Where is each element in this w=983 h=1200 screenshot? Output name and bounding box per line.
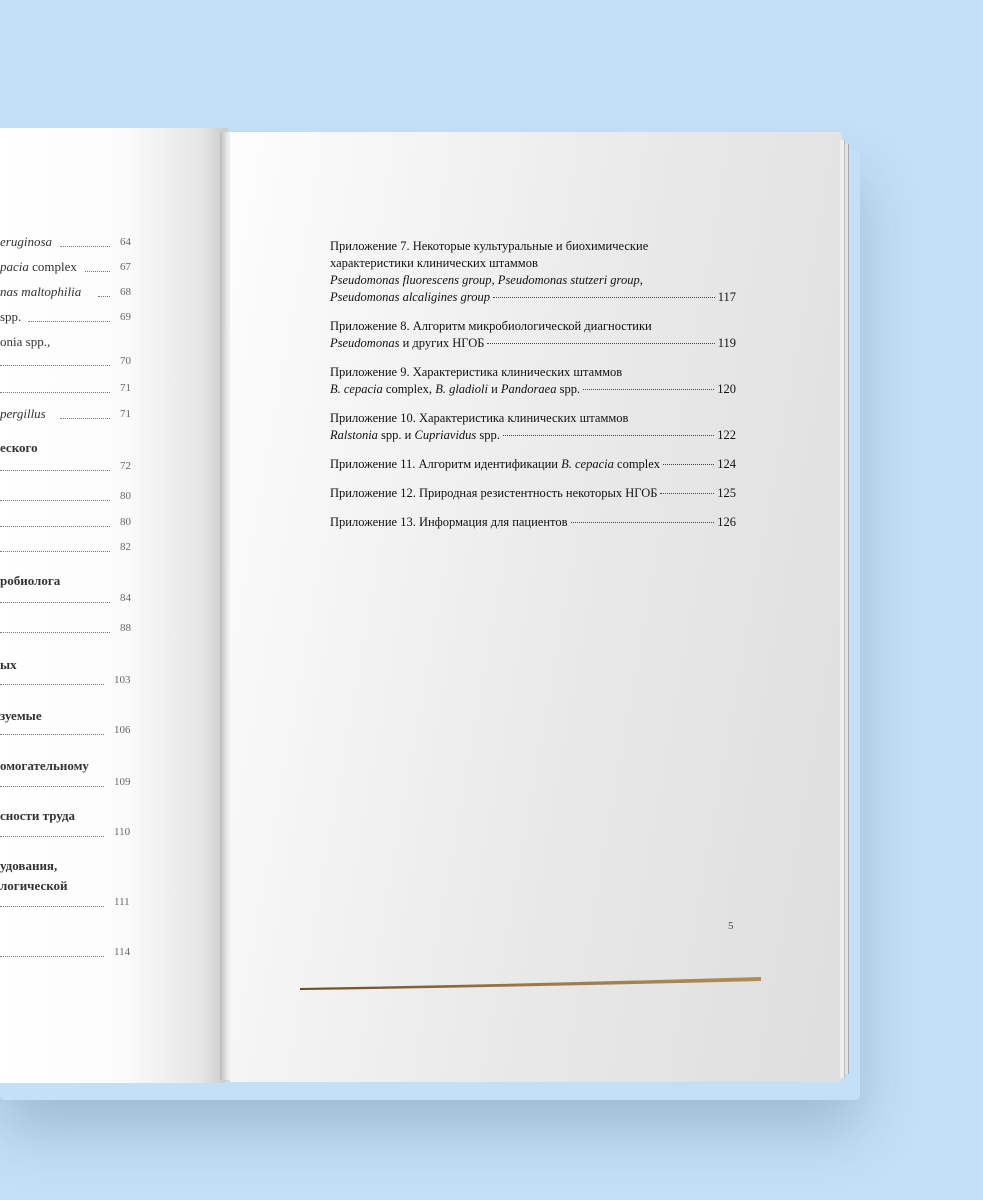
- dot-leader: [60, 418, 110, 419]
- left-toc-row: [0, 657, 220, 673]
- left-toc-text: еского: [0, 440, 38, 455]
- left-page: [0, 128, 228, 1083]
- left-toc-row: [0, 758, 220, 774]
- left-toc-row: [0, 944, 220, 960]
- toc-last-line: [330, 456, 736, 473]
- left-toc-page-number: 80: [120, 490, 131, 502]
- left-toc-page-number: 106: [114, 724, 131, 736]
- left-toc-row: [0, 722, 220, 738]
- dot-leader: [0, 786, 104, 787]
- toc-entry-appendix-10[interactable]: [330, 410, 736, 444]
- left-toc-row: [0, 672, 220, 688]
- left-toc-row: [0, 573, 220, 589]
- toc-last-line: [330, 335, 736, 352]
- dot-leader: [493, 297, 715, 298]
- dot-leader: [0, 392, 110, 393]
- left-toc-page-number: 114: [114, 946, 131, 958]
- dot-leader: [0, 526, 110, 527]
- toc-last-line: [330, 427, 736, 444]
- toc-page-number: 126: [717, 515, 736, 529]
- toc-page-number: 119: [717, 336, 736, 350]
- dot-leader: [60, 246, 110, 247]
- toc-line: Приложение 7. Некоторые культуральные и биохимические: [330, 239, 649, 253]
- toc-text: Pseudomonas alcaligines group: [330, 290, 490, 304]
- left-toc-row: [0, 406, 220, 422]
- left-toc-page-number: 69: [120, 311, 131, 323]
- toc-page-number: 120: [717, 382, 736, 396]
- toc-text: B. cepacia complex, B. gladioli и Pandoraea spp.: [330, 382, 581, 396]
- left-toc-row: [0, 808, 220, 824]
- left-toc-row: [0, 774, 220, 790]
- left-toc-text: омогательному: [0, 758, 89, 773]
- toc-last-line: [330, 381, 736, 398]
- toc-entry-appendix-13[interactable]: [330, 514, 736, 531]
- left-toc-text: pacia complex: [0, 259, 77, 274]
- dot-leader: [98, 296, 110, 297]
- left-toc-row: [0, 514, 220, 530]
- left-toc-page-number: 103: [114, 674, 131, 686]
- left-toc-row: [0, 878, 220, 894]
- left-toc-text: ых: [0, 657, 17, 672]
- dot-leader: [0, 632, 110, 633]
- dot-leader: [0, 836, 104, 837]
- toc-line: Приложение 9. Характеристика клинических штаммов: [330, 365, 623, 379]
- left-toc-page-number: 64: [120, 236, 131, 248]
- left-toc-text: nas maltophilia: [0, 284, 82, 299]
- left-toc-row: [0, 440, 220, 456]
- left-toc-row: [0, 894, 220, 910]
- toc-entry-appendix-11[interactable]: [330, 456, 736, 473]
- dot-leader: [85, 271, 110, 272]
- left-toc-row: [0, 234, 220, 250]
- left-toc-page-number: 80: [120, 516, 131, 528]
- toc-text: Приложение 11. Алгоритм идентификации B. cepacia complex: [330, 457, 661, 471]
- left-toc-text: логической: [0, 878, 68, 893]
- toc-last-line: [330, 514, 736, 531]
- left-toc-text: spp.: [0, 309, 22, 324]
- dot-leader: [0, 684, 104, 685]
- left-toc-page-number: 70: [120, 355, 131, 367]
- left-toc-page-number: 68: [120, 286, 131, 298]
- left-toc-text: удования,: [0, 858, 58, 873]
- dot-leader: [0, 956, 104, 957]
- toc-text: Ralstonia spp. и Cupriavidus spp.: [330, 428, 500, 442]
- left-toc-page-number: 71: [120, 408, 131, 420]
- dot-leader: [487, 343, 714, 344]
- left-toc-text: eruginosa: [0, 234, 52, 249]
- left-toc-text: зуемые: [0, 708, 42, 723]
- dot-leader: [0, 470, 110, 471]
- left-toc-row: [0, 539, 220, 555]
- left-toc-row: [0, 620, 220, 636]
- toc-page-number: 124: [717, 457, 736, 471]
- ribbon-bookmark: [298, 974, 763, 990]
- page-number: 5: [728, 920, 734, 932]
- toc-text: Pseudomonas и других НГОБ: [330, 336, 485, 350]
- left-toc-text: сности труда: [0, 808, 76, 823]
- left-toc-text: pergillus: [0, 406, 46, 421]
- left-toc-row: [0, 590, 220, 606]
- dot-leader: [503, 435, 714, 436]
- dot-leader: [660, 493, 714, 494]
- left-toc-row: [0, 458, 220, 474]
- dot-leader: [571, 522, 715, 523]
- toc-line: Pseudomonas fluorescens group, Pseudomonas stutzeri group,: [330, 273, 643, 287]
- dot-leader: [0, 551, 110, 552]
- left-toc-page-number: 111: [114, 896, 130, 908]
- dot-leader: [0, 500, 110, 501]
- left-toc-row: [0, 488, 220, 504]
- toc-line: Приложение 8. Алгоритм микробиологической диагностики: [330, 319, 652, 333]
- toc-line: Приложение 10. Характеристика клинических штаммов: [330, 411, 629, 425]
- toc-text: Приложение 12. Природная резистентность некоторых НГОБ: [330, 486, 658, 500]
- dot-leader: [0, 906, 104, 907]
- left-toc-page-number: 72: [120, 460, 131, 472]
- left-toc-row: [0, 334, 220, 350]
- dot-leader: [0, 734, 104, 735]
- left-toc-row: [0, 259, 220, 275]
- left-toc-page-number: 84: [120, 592, 131, 604]
- left-toc-page-number: 71: [120, 382, 131, 394]
- toc-line: характеристики клинических штаммов: [330, 256, 538, 270]
- dot-leader: [663, 464, 714, 465]
- left-toc-row: [0, 284, 220, 300]
- toc-last-line: [330, 485, 736, 502]
- toc-page-number: 122: [717, 428, 736, 442]
- left-toc-page-number: 109: [114, 776, 131, 788]
- left-toc-text: робиолога: [0, 573, 61, 588]
- left-toc-page-number: 88: [120, 622, 131, 634]
- left-toc-page-number: 82: [120, 541, 131, 553]
- left-toc-page-number: 67: [120, 261, 131, 273]
- toc-last-line: [330, 289, 736, 306]
- toc-page-number: 117: [717, 290, 736, 304]
- dot-leader: [28, 321, 110, 322]
- toc-text: Приложение 13. Информация для пациентов: [330, 515, 568, 529]
- page-edge: [845, 144, 849, 1074]
- left-toc-row: [0, 858, 220, 874]
- dot-leader: [583, 389, 714, 390]
- toc-entry-appendix-9[interactable]: [330, 364, 736, 398]
- dot-leader: [0, 602, 110, 603]
- toc-entry-appendix-8[interactable]: [330, 318, 736, 352]
- left-toc-text: onia spp.,: [0, 334, 51, 349]
- left-toc-row: [0, 353, 220, 369]
- toc-page-number: 125: [717, 486, 736, 500]
- left-toc-row: [0, 824, 220, 840]
- table-of-contents: [330, 238, 736, 543]
- dot-leader: [0, 365, 110, 366]
- toc-entry-appendix-12[interactable]: [330, 485, 736, 502]
- toc-entry-appendix-7[interactable]: [330, 238, 736, 306]
- left-toc-row: [0, 380, 220, 396]
- left-toc-page-number: 110: [114, 826, 131, 838]
- left-toc-row: [0, 309, 220, 325]
